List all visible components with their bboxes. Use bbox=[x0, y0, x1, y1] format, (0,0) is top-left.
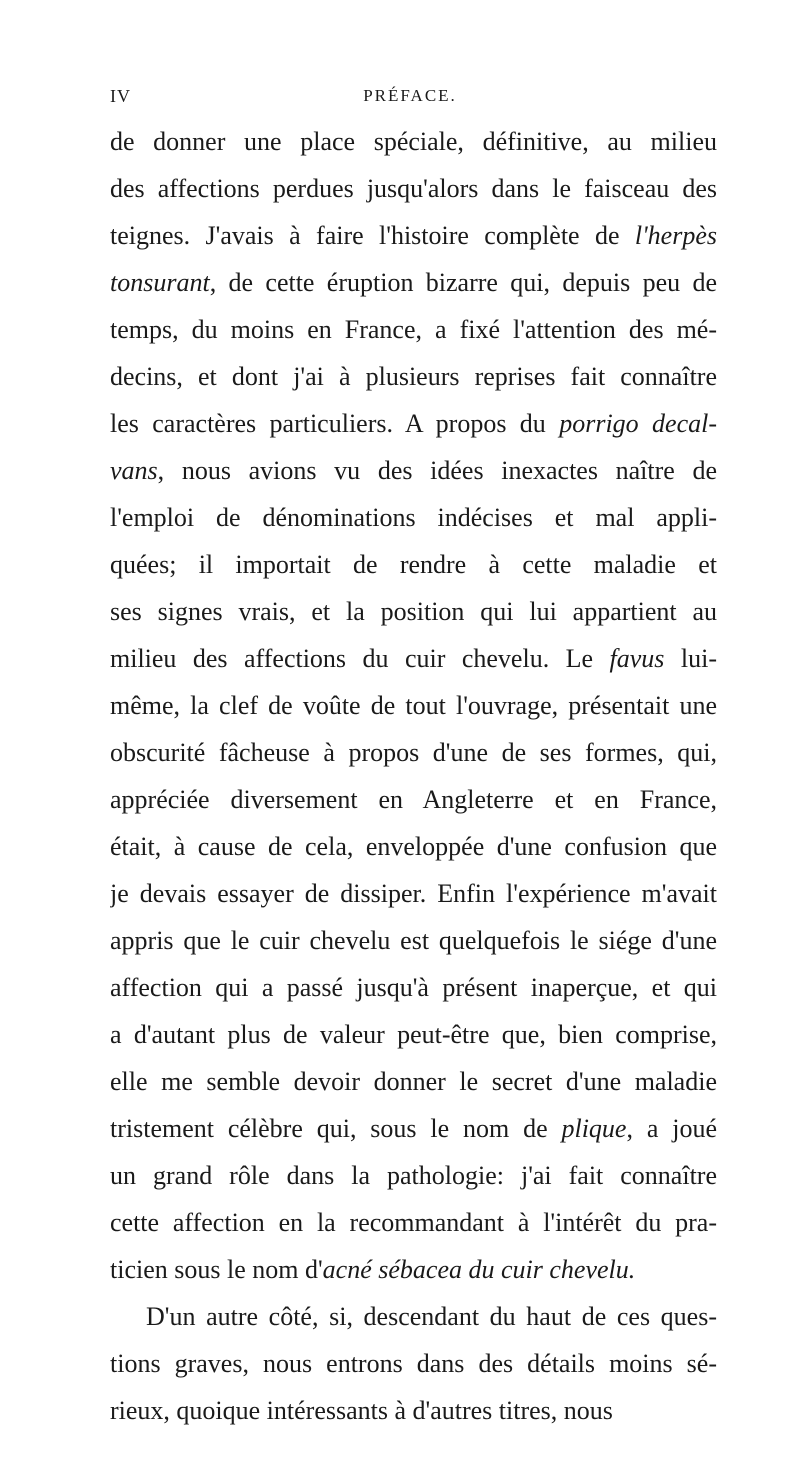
text-line bbox=[110, 1058, 717, 1105]
text-segment: même, la clef de voûte de tout l'ouvrage, présentait une bbox=[110, 691, 717, 720]
italic-text: vans bbox=[110, 456, 158, 485]
text-segment: de donner une place spéciale, définitive, au milieu bbox=[110, 127, 717, 156]
text-segment: l'emploi de dénominations indécises et mal appli- bbox=[110, 503, 717, 532]
text-line bbox=[110, 776, 717, 823]
text-segment: temps, du moins en France, a fixé l'attention des mé- bbox=[110, 315, 717, 344]
text-line bbox=[110, 1152, 717, 1199]
text-line bbox=[110, 635, 717, 682]
text-line bbox=[110, 588, 717, 635]
text-line bbox=[110, 917, 717, 964]
text-line bbox=[110, 353, 717, 400]
text-segment: je devais essayer de dissiper. Enfin l'expérience m'avait bbox=[110, 879, 717, 908]
text-line bbox=[110, 306, 717, 353]
text-line bbox=[110, 682, 717, 729]
text-line bbox=[110, 1246, 717, 1293]
running-head bbox=[110, 86, 710, 110]
text-line bbox=[110, 494, 717, 541]
text-segment: quées; il importait de rendre à cette maladie et bbox=[110, 550, 717, 579]
italic-text: plique bbox=[561, 1114, 627, 1143]
text-segment: appris que le cuir chevelu est quelquefois le siége d'une bbox=[110, 926, 717, 955]
text-line bbox=[110, 1011, 717, 1058]
text-line bbox=[110, 118, 717, 165]
text-segment: un grand rôle dans la pathologie: j'ai fait connaître bbox=[110, 1161, 717, 1190]
text-line bbox=[110, 212, 717, 259]
text-line bbox=[110, 729, 717, 776]
italic-text: acné sébacea du cuir chevelu. bbox=[322, 1255, 636, 1284]
text-segment: , nous avions vu des idées inexactes naître de bbox=[157, 456, 717, 485]
text-line bbox=[110, 1293, 717, 1340]
text-segment: a d'autant plus de valeur peut-être que, bien comprise, bbox=[110, 1020, 717, 1049]
running-title: PRÉFACE. bbox=[363, 86, 457, 105]
text-segment: ses signes vrais, et la position qui lui appartient au bbox=[110, 597, 717, 626]
text-line bbox=[110, 541, 717, 588]
text-line bbox=[110, 1387, 717, 1434]
text-segment: affection qui a passé jusqu'à présent inaperçue, et qui bbox=[110, 973, 717, 1002]
text-line bbox=[110, 1105, 717, 1152]
italic-text: favus bbox=[609, 644, 665, 673]
text-line bbox=[110, 165, 717, 212]
page-number: IV bbox=[110, 86, 131, 106]
italic-text: l'herpès bbox=[634, 221, 717, 250]
text-segment: lui- bbox=[664, 644, 717, 673]
italic-text: tonsurant bbox=[110, 268, 210, 297]
text-segment: , a joué bbox=[626, 1114, 717, 1143]
text-segment: rieux, quoique intéressants à d'autres titres, nous bbox=[110, 1396, 613, 1425]
text-segment: decins, et dont j'ai à plusieurs reprises fait connaître bbox=[110, 362, 717, 391]
body-text bbox=[110, 118, 717, 1434]
text-line bbox=[110, 823, 717, 870]
text-line bbox=[110, 447, 717, 494]
text-line bbox=[110, 400, 717, 447]
text-segment: les caractères particuliers. A propos du bbox=[110, 409, 560, 438]
text-segment: milieu des affections du cuir chevelu. Le bbox=[110, 644, 610, 673]
text-segment: teignes. J'avais à faire l'histoire complète de bbox=[110, 221, 635, 250]
text-segment: tristement célèbre qui, sous le nom de bbox=[110, 1114, 562, 1143]
text-segment: elle me semble devoir donner le secret d'une maladie bbox=[110, 1067, 717, 1096]
text-segment: tions graves, nous entrons dans des détails moins sé- bbox=[110, 1349, 717, 1378]
text-segment: , de cette éruption bizarre qui, depuis peu de bbox=[209, 268, 717, 297]
italic-text: porrigo decal- bbox=[559, 409, 717, 438]
text-segment: appréciée diversement en Angleterre et en France, bbox=[110, 785, 717, 814]
text-segment: D'un autre côté, si, descendant du haut de ces ques- bbox=[146, 1302, 717, 1331]
text-segment: obscurité fâcheuse à propos d'une de ses formes, qui, bbox=[110, 738, 717, 767]
text-line bbox=[110, 1340, 717, 1387]
text-line bbox=[110, 1199, 717, 1246]
text-segment: ticien sous le nom d' bbox=[110, 1255, 323, 1284]
text-line bbox=[110, 259, 717, 306]
text-segment: des affections perdues jusqu'alors dans le faisceau des bbox=[110, 174, 717, 203]
text-line bbox=[110, 870, 717, 917]
text-line bbox=[110, 964, 717, 1011]
text-segment: cette affection en la recommandant à l'intérêt du pra- bbox=[110, 1208, 717, 1237]
text-segment: était, à cause de cela, enveloppée d'une confusion que bbox=[110, 832, 717, 861]
